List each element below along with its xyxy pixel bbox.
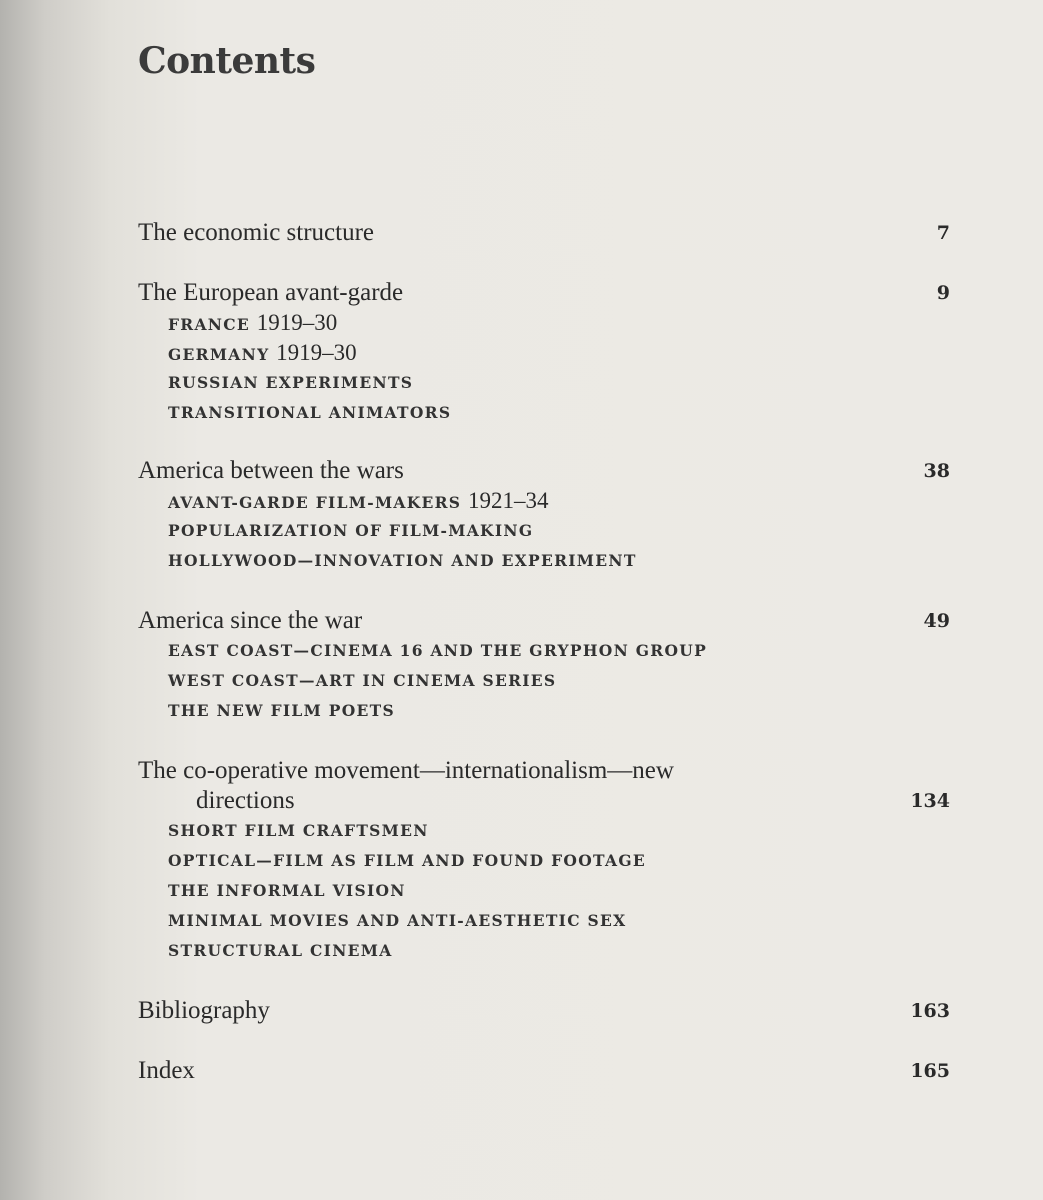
subsection-title xyxy=(168,936,393,966)
chapter-row xyxy=(138,456,950,486)
subsection-row xyxy=(138,516,950,546)
subsection-text: RUSSIAN EXPERIMENTS xyxy=(168,373,414,392)
chapter-row-continued xyxy=(138,786,950,816)
subsection-text: POPULARIZATION OF FILM-MAKING xyxy=(168,521,534,540)
chapter-title: America between the wars xyxy=(138,457,404,484)
table-of-contents xyxy=(138,0,950,1200)
chapter-page-number: 134 xyxy=(910,790,950,812)
subsection-row xyxy=(138,816,950,846)
subsection-text: THE INFORMAL VISION xyxy=(168,881,406,900)
subsection-years: 1921–34 xyxy=(468,488,549,513)
chapter-title: America since the war xyxy=(138,607,363,634)
chapter-row xyxy=(138,606,950,636)
subsection-row xyxy=(138,936,950,966)
subsection-years: 1919–30 xyxy=(276,340,357,365)
chapter-title: The European avant-garde xyxy=(138,279,404,306)
subsection-text: EAST COAST—CINEMA 16 AND THE GRYPHON GROUP xyxy=(168,641,708,660)
chapter-page-number: 7 xyxy=(936,222,950,244)
subsection-row xyxy=(138,486,950,516)
subsection-text: STRUCTURAL CINEMA xyxy=(168,941,393,960)
chapter-row xyxy=(138,996,950,1026)
chapter-row xyxy=(138,278,950,308)
subsection-title xyxy=(168,398,451,428)
contents-heading: Contents xyxy=(138,40,316,82)
chapter-title: Index xyxy=(138,1057,195,1084)
subsection-title xyxy=(168,906,627,936)
chapter-title: Bibliography xyxy=(138,997,270,1024)
chapter-page-number: 163 xyxy=(910,1000,950,1022)
subsection-row xyxy=(138,546,950,576)
subsection-text: OPTICAL—FILM AS FILM AND FOUND FOOTAGE xyxy=(168,851,646,870)
chapter-page-number: 9 xyxy=(936,282,950,304)
subsection-title xyxy=(168,546,637,576)
subsection-title xyxy=(168,696,395,726)
subsection-row xyxy=(138,338,950,368)
subsection-title xyxy=(168,876,406,906)
subsection-text: GERMANY xyxy=(168,345,270,364)
subsection-text: THE NEW FILM POETS xyxy=(168,701,395,720)
chapter-row xyxy=(138,218,950,248)
chapter-title: The economic structure xyxy=(138,219,375,246)
subsection-row xyxy=(138,666,950,696)
chapter-page-number: 49 xyxy=(923,610,950,632)
subsection-title xyxy=(168,516,533,546)
subsection-row xyxy=(138,876,950,906)
subsection-title xyxy=(168,338,357,370)
chapter-page-number: 38 xyxy=(923,460,950,482)
subsection-row xyxy=(138,696,950,726)
subsection-text: FRANCE xyxy=(168,315,251,334)
subsection-row xyxy=(138,368,950,398)
subsection-row xyxy=(138,308,950,338)
chapter-page-number: 165 xyxy=(910,1060,950,1082)
subsection-years: 1919–30 xyxy=(256,310,338,335)
subsection-row xyxy=(138,846,950,876)
subsection-text: WEST COAST—ART IN CINEMA SERIES xyxy=(168,671,557,690)
chapter-title-continued: directions xyxy=(196,787,295,814)
chapter-row xyxy=(138,1056,950,1086)
subsection-row xyxy=(138,906,950,936)
chapter-title: The co-operative movement—internationalism—new xyxy=(138,757,674,784)
subsection-text: HOLLYWOOD—INNOVATION AND EXPERIMENT xyxy=(168,551,637,570)
subsection-title xyxy=(168,666,556,696)
subsection-text: SHORT FILM CRAFTSMEN xyxy=(168,821,429,840)
subsection-title xyxy=(168,308,337,340)
chapter-row xyxy=(138,756,950,786)
subsection-text: MINIMAL MOVIES AND ANTI-AESTHETIC SEX xyxy=(168,911,627,930)
subsection-title xyxy=(168,368,413,398)
subsection-text: TRANSITIONAL ANIMATORS xyxy=(168,403,452,422)
subsection-title xyxy=(168,636,707,666)
subsection-row xyxy=(138,398,950,428)
subsection-title xyxy=(168,846,646,876)
subsection-title xyxy=(168,816,429,846)
subsection-title xyxy=(168,486,549,518)
subsection-row xyxy=(138,636,950,666)
subsection-text: AVANT-GARDE FILM-MAKERS xyxy=(168,493,462,512)
